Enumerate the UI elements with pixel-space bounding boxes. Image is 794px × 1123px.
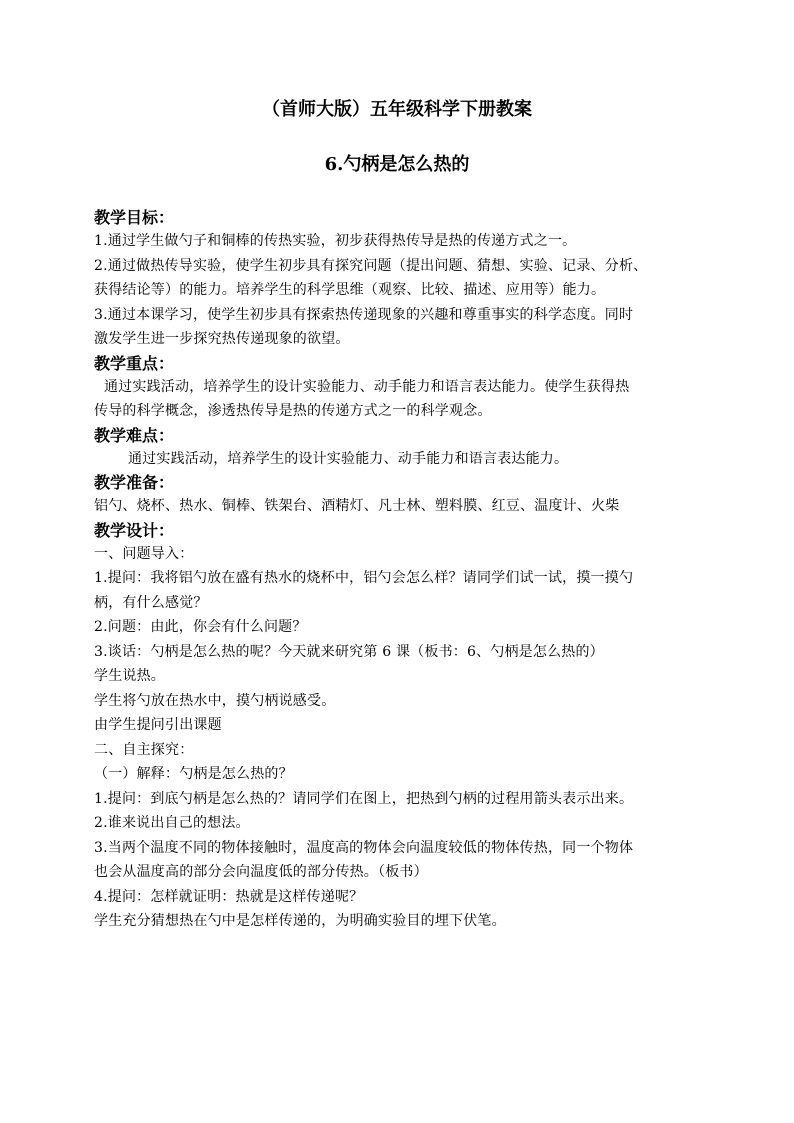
document-title: （首师大版）五年级科学下册教案 <box>262 99 532 120</box>
paragraph-line: 2.谁来说出自己的想法。 <box>94 815 250 831</box>
section-preparation <box>94 472 700 519</box>
paragraph-line: 学生充分猜想热在勺中是怎样传递的，为明确实验目的埋下伏笔。 <box>94 913 506 929</box>
paragraph-line: 二、自主探究： <box>94 741 194 758</box>
paragraph-line: 铝勺、烧杯、热水、铜棒、铁架台、酒精灯、凡士林、塑料膜、红豆、温度计、火柴 <box>94 498 620 514</box>
section-design <box>94 520 700 934</box>
section-objectives <box>94 207 700 352</box>
paragraph-line: 传导的科学概念，渗透热传导是热的传递方式之一的科学观念。 <box>94 403 492 419</box>
section-key-points <box>94 353 700 424</box>
paragraph-line: 学生将勺放在热水中，摸勺柄说感受。 <box>94 692 336 709</box>
paragraph-line: 通过实践活动，培养学生的设计实验能力、动手能力和语言表达能力。使学生获得热 <box>104 378 630 395</box>
paragraph-line: 3.当两个温度不同的物体接触时，温度高的物体会向温度较低的物体传热，同一个物体 <box>94 839 634 856</box>
paragraph-line: 也会从温度高的部分会向温度低的部分传热。（板书） <box>94 864 428 880</box>
section-heading: 教学准备： <box>94 473 175 492</box>
section-heading: 教学难点： <box>94 425 175 445</box>
paragraph-line: 一、问题导入： <box>94 545 194 562</box>
paragraph-line: 1.提问：我将铝勺放在盛有热水的烧杯中，铝勺会怎么样？请同学们试一试，摸一摸勺 <box>94 570 634 586</box>
paragraph-line: 学生说热。 <box>94 668 165 684</box>
paragraph-line: 2.通过做热传导实验，使学生初步具有探究问题（提出问题、猜想、实验、记录、分析、 <box>94 257 648 274</box>
paragraph-line: 由学生提问引出课题 <box>94 717 222 733</box>
lesson-title: 6.勺柄是怎么热的 <box>324 154 470 175</box>
paragraph-line: 通过实践活动，培养学生的设计实验能力、动手能力和语言表达能力。 <box>128 450 569 467</box>
section-heading: 教学重点： <box>94 353 175 373</box>
document-body <box>94 206 700 934</box>
paragraph-line: 1.提问：到底勺柄是怎么热的？请同学们在图上，把热到勺柄的过程用箭头表示出来。 <box>94 790 634 807</box>
paragraph-line: （一）解释：勺柄是怎么热的？ <box>94 766 293 782</box>
paragraph-line: 3.谈话：勺柄是怎么热的呢？今天就来研究第 6 课（板书：6、勺柄是怎么热的） <box>94 643 604 660</box>
paragraph-line: 柄，有什么感觉？ <box>94 594 208 611</box>
section-heading: 教学目标： <box>94 208 175 227</box>
paragraph-line: 3.通过本课学习，使学生初步具有探索热传递现象的兴趣和尊重事实的科学态度。同时 <box>94 306 634 323</box>
paragraph-line: 激发学生进一步探究热传递现象的欲望。 <box>94 331 350 347</box>
paragraph-line: 4.提问：怎样就证明：热就是这样传递呢？ <box>94 888 364 905</box>
section-difficulties <box>94 425 700 472</box>
paragraph-line: 2.问题：由此，你会有什么问题？ <box>94 619 307 635</box>
paragraph-line: 1.通过学生做勺子和铜棒的传热实验，初步获得热传导是热的传递方式之一。 <box>94 233 577 249</box>
section-heading: 教学设计： <box>94 520 175 540</box>
paragraph-line: 获得结论等）的能力。培养学生的科学思维（观察、比较、描述、应用等）能力。 <box>94 282 606 298</box>
